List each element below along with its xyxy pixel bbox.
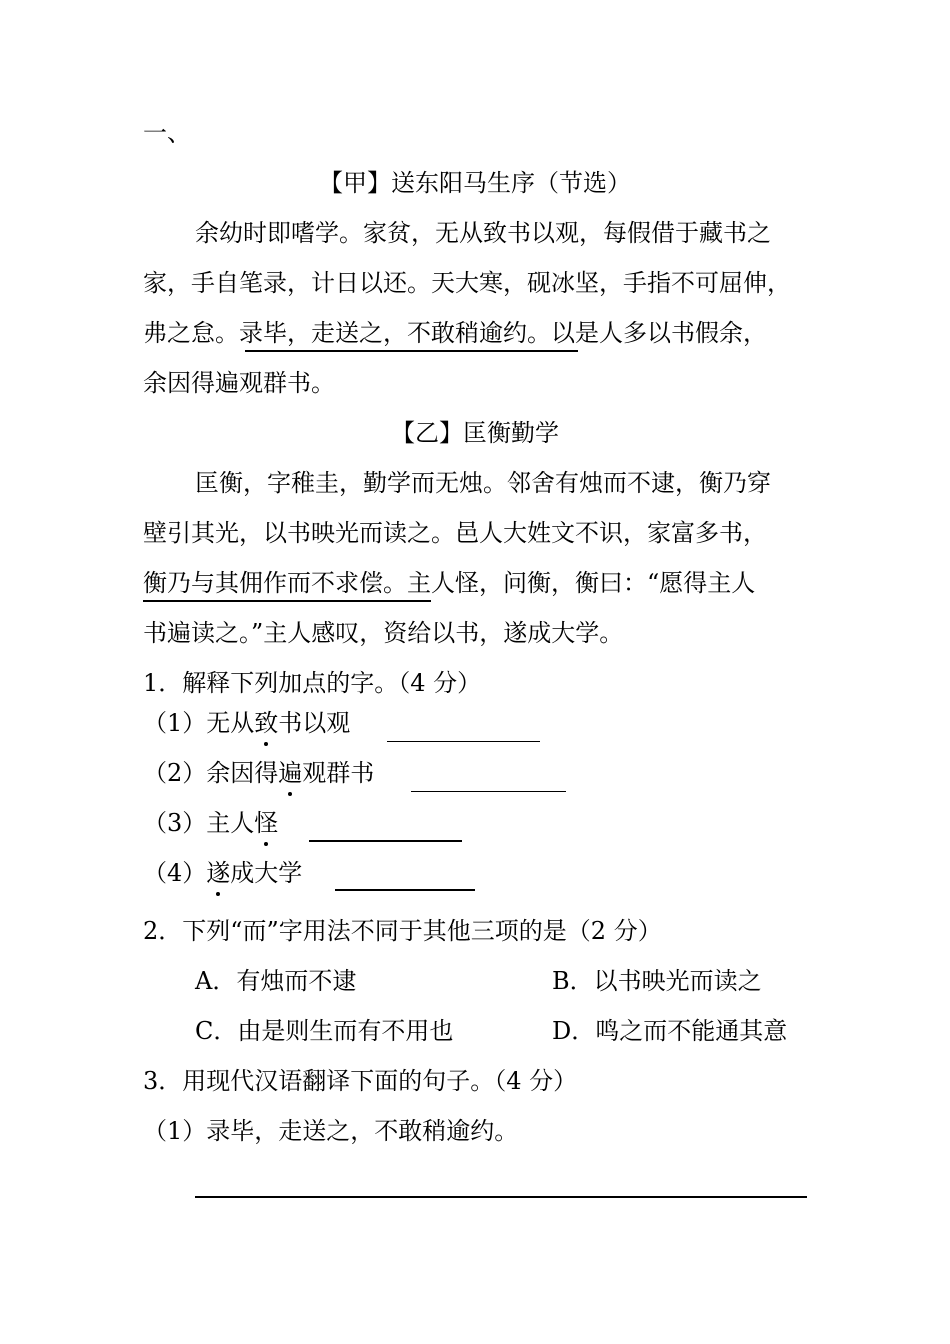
q1-item-2-dotted-char: 遍 (278, 759, 303, 787)
q1-item-4-dotted-char: 遂 (206, 859, 231, 887)
q1-item-2-pre: 余因得 (206, 759, 279, 787)
q3-title: 3．用现代汉语翻译下面的句子。（4 分） (143, 1067, 578, 1095)
q3-item-1: （1）录毕，走送之，不敢稍逾约。 (143, 1117, 519, 1145)
q1-item-4 (143, 858, 302, 888)
q1-item-3-num: （3） (143, 809, 207, 837)
passage-a-line-2: 家，手自笔录，计日以还。天大寒，砚冰坚，手指不可屈伸， (143, 269, 791, 297)
passage-b-title: 【乙】匡衡勤学 (391, 419, 559, 447)
q2-title: 2．下列“而”字用法不同于其他三项的是（2 分） (143, 917, 662, 945)
q1-item-1-pre: 无从 (206, 709, 255, 737)
q1-item-3-pre: 主人 (206, 809, 255, 837)
q1-item-3-dotted-char: 怪 (254, 809, 279, 837)
passage-a-line-3: 弗之怠。录毕，走送之，不敢稍逾约。以是人多以书假余， (143, 319, 767, 347)
q1-answer-line-1[interactable] (387, 741, 540, 742)
passage-a-underline (245, 350, 578, 352)
passage-a-line-4: 余因得遍观群书。 (143, 369, 335, 397)
q1-answer-line-3[interactable] (309, 840, 462, 842)
q1-item-1-dotted-char: 致 (254, 709, 279, 737)
q1-item-4-num: （4） (143, 859, 207, 887)
passage-b-line-1: 匡衡，字稚圭，勤学而无烛。邻舍有烛而不逮，衡乃穿 (195, 469, 771, 497)
q1-answer-line-4[interactable] (335, 889, 475, 891)
q1-item-1-num: （1） (143, 709, 207, 737)
passage-b-line-3: 衡乃与其佣作而不求偿。主人怪，问衡，衡曰：“愿得主人 (143, 569, 756, 597)
q1-answer-line-2[interactable] (411, 791, 566, 792)
q3-answer-line[interactable] (195, 1196, 807, 1198)
q2-option-b[interactable]: B．以书映光而读之 (552, 967, 762, 995)
passage-a-title: 【甲】送东阳马生序（节选） (319, 169, 631, 197)
q1-item-3 (143, 808, 278, 838)
passage-b-line-4: 书遍读之。”主人感叹，资给以书，遂成大学。 (143, 619, 624, 647)
q1-item-4-post: 成大学 (230, 859, 303, 887)
q2-option-d[interactable]: D．鸣之而不能通其意 (552, 1017, 788, 1045)
passage-b-line-2: 壁引其光，以书映光而读之。邑人大姓文不识，家富多书， (143, 519, 767, 547)
passage-a-line-1: 余幼时即嗜学。家贫，无从致书以观，每假借于藏书之 (195, 219, 771, 247)
q2-option-a[interactable]: A．有烛而不逮 (195, 967, 357, 995)
q1-item-2 (143, 758, 374, 788)
q2-option-c[interactable]: C．由是则生而有不用也 (195, 1017, 454, 1045)
q1-item-2-post: 观群书 (302, 759, 375, 787)
q1-item-1 (143, 708, 350, 738)
passage-b-underline (143, 600, 431, 602)
section-number: 一、 (143, 119, 191, 147)
q1-item-2-num: （2） (143, 759, 207, 787)
q1-title: 1．解释下列加点的字。（4 分） (143, 669, 482, 697)
q1-item-1-post: 书以观 (278, 709, 351, 737)
